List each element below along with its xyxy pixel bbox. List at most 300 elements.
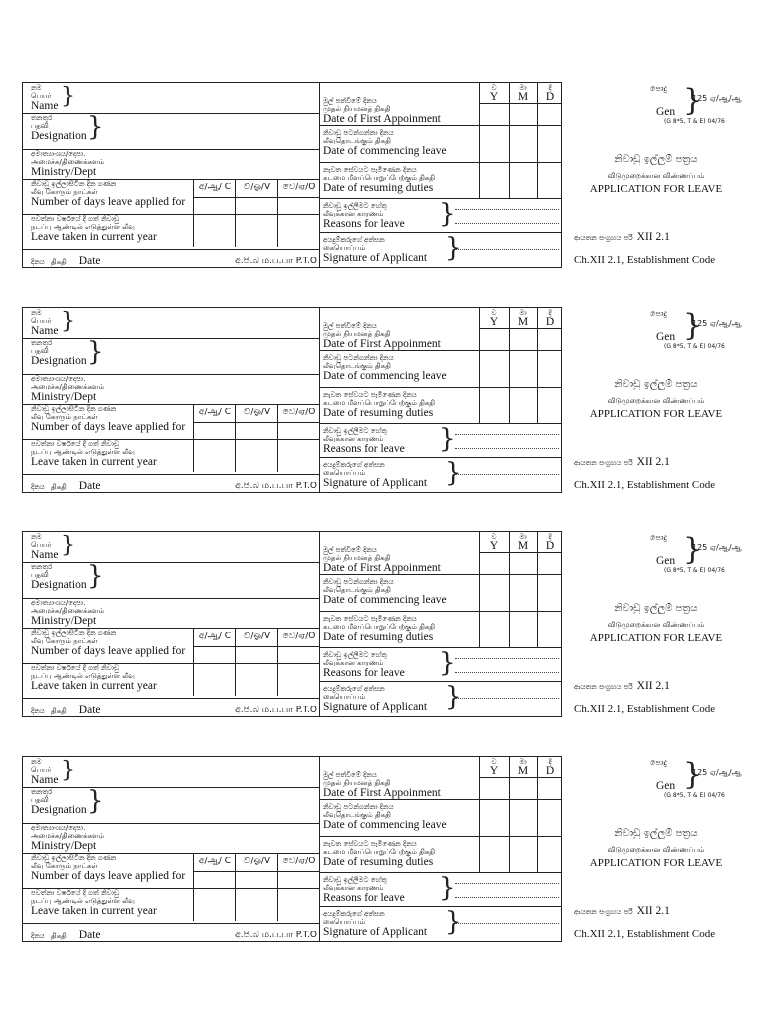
field-label-commencing-leave <box>323 129 477 162</box>
field-label-signature <box>323 461 441 494</box>
sinhala-label: නම <box>31 84 42 92</box>
english-label: Number of days leave applied for <box>31 870 186 882</box>
english-label: Date of resuming duties <box>323 407 434 419</box>
ministry-input[interactable] <box>153 376 317 402</box>
sinhala-label: තනතුර <box>31 339 53 347</box>
brace-icon: } <box>683 83 703 118</box>
date-part-sinhala: ව <box>491 533 497 541</box>
reference-number: XII 2.1 <box>636 905 670 917</box>
leave-taken-input[interactable] <box>236 215 276 248</box>
form-side-info <box>570 82 742 270</box>
commencing-leave-year-input[interactable] <box>480 574 508 610</box>
english-label: Date of First Appoinment <box>323 787 441 799</box>
tamil-label: முதல் நியமனத் திகதி <box>323 554 391 562</box>
brace-icon: } <box>61 84 75 109</box>
designation-input[interactable] <box>153 340 317 372</box>
form-title: APPLICATION FOR LEAVE <box>589 408 723 420</box>
date-part-english: M <box>517 765 529 777</box>
tamil-label: அமைச்சு/திணைக்களம் <box>31 832 105 840</box>
sinhala-label: මුල් පත්වීමේ දිනය <box>323 97 377 105</box>
brace-icon: } <box>445 233 462 263</box>
tamil-label: லீவுதொடங்கும் திகதி <box>323 137 391 145</box>
commencing-leave-day-input[interactable] <box>538 799 562 835</box>
first-appointment-month-input[interactable] <box>510 329 536 349</box>
english-label: Name <box>31 549 59 561</box>
sinhala-label: අමාත්‍යාංශය/දෙපා. <box>31 599 86 607</box>
first-appointment-year-input[interactable] <box>480 553 508 573</box>
date-part-sinhala: දි <box>548 758 552 766</box>
brace-icon: } <box>439 199 456 229</box>
tamil-label: கையொப்பம் <box>323 918 366 926</box>
sinhala-label: නම <box>31 533 42 541</box>
date-part-sinhala: දි <box>548 533 552 541</box>
tamil-label: லீவு கோரும் நாட்கள் <box>31 413 98 421</box>
sinhala-label: මුල් පත්වීමේ දිනය <box>323 771 377 779</box>
date-label-tamil: திகதி <box>50 483 67 491</box>
signature-input[interactable] <box>455 698 559 699</box>
field-label-resuming-duties <box>323 166 477 198</box>
general-label-sinhala: පොදු <box>650 534 668 542</box>
grid-line <box>23 474 319 475</box>
date-input[interactable] <box>143 476 215 492</box>
english-label: Ministry/Dept <box>31 391 97 403</box>
form-title: APPLICATION FOR LEAVE <box>589 632 723 644</box>
leave-taken-input[interactable] <box>278 664 318 697</box>
tamil-label: பதவி <box>31 796 49 804</box>
leave-type-header: අ/ஆ/ C <box>198 183 232 191</box>
english-label: Date of First Appoinment <box>323 562 441 574</box>
designation-input[interactable] <box>153 789 317 821</box>
brace-icon: } <box>445 682 462 712</box>
leave-taken-input[interactable] <box>194 440 234 473</box>
resuming-duties-month-input[interactable] <box>510 162 536 197</box>
commencing-leave-year-input[interactable] <box>480 350 508 386</box>
resuming-duties-day-input[interactable] <box>538 611 562 646</box>
reference-number: XII 2.1 <box>636 680 670 692</box>
field-label-commencing-leave <box>323 354 477 387</box>
sinhala-label: අයදුම්කරුගේ අත්සන <box>323 461 385 469</box>
brace-icon: } <box>87 337 104 367</box>
resuming-duties-month-input[interactable] <box>510 611 536 646</box>
date-part-sinhala: දි <box>548 309 552 317</box>
designation-input[interactable] <box>153 115 317 147</box>
commencing-leave-month-input[interactable] <box>510 799 536 835</box>
tamil-label: லீவு கோரும் நாட்கள் <box>31 637 98 645</box>
english-label: Designation <box>31 579 87 591</box>
leave-type-header: වි/ஓ/V <box>243 632 271 640</box>
field-label-leave-taken <box>31 664 191 698</box>
field-label-leave-taken <box>31 215 191 249</box>
date-label-sinhala: දිනය <box>31 932 45 940</box>
tamil-label: லீவுக்கான காரணம் <box>323 435 384 443</box>
first-appointment-day-input[interactable] <box>538 778 562 798</box>
reference-number: XII 2.1 <box>636 456 670 468</box>
reference-sinhala: ආයතන සංග්‍රහය පරි <box>574 459 633 467</box>
sinhala-label: අමාත්‍යාංශය/දෙපා. <box>31 150 86 158</box>
first-appointment-year-input[interactable] <box>480 329 508 349</box>
resuming-duties-month-input[interactable] <box>510 836 536 871</box>
form-title-tamil: விடுமுறைக்கான விண்ணப்பம் <box>607 397 705 405</box>
tamil-label: கடமை மீளப்பொறுப்பேற்கும் திகதி <box>323 174 436 182</box>
brace-icon: } <box>61 758 75 783</box>
english-label: Reasons for leave <box>323 667 405 679</box>
leave-type-header: වෙ/ஏ/O <box>282 632 316 640</box>
commencing-leave-year-input[interactable] <box>480 125 508 161</box>
grid-divider <box>319 532 320 716</box>
leave-days-input[interactable] <box>278 198 318 213</box>
field-label-leave-taken <box>31 440 191 474</box>
first-appointment-day-input[interactable] <box>538 553 562 573</box>
print-code: (G 8*5, T & E) 04/76 <box>664 792 725 799</box>
first-appointment-month-input[interactable] <box>510 778 536 798</box>
date-part-header <box>509 758 537 777</box>
leave-taken-input[interactable] <box>278 889 318 922</box>
english-label: Signature of Applicant <box>323 477 428 489</box>
form-side-info <box>570 531 742 719</box>
english-label: Number of days leave applied for <box>31 196 186 208</box>
tamil-label: நடப்பு ஆண்டில் எடுத்துள்ள லீவு <box>31 897 135 905</box>
grid-line <box>23 698 319 699</box>
commencing-leave-month-input[interactable] <box>510 574 536 610</box>
date-label-tamil: திகதி <box>50 258 67 266</box>
date-part-sinhala: දි <box>548 84 552 92</box>
field-label-resuming-duties <box>323 840 477 872</box>
resuming-duties-year-input[interactable] <box>480 387 508 422</box>
reference-sinhala: ආයතන සංග්‍රහය පරි <box>574 683 633 691</box>
date-label: Date <box>78 929 101 941</box>
sinhala-label: නිවාඩු ඉල්ලීමට හේතු <box>323 876 387 884</box>
first-appointment-day-input[interactable] <box>538 329 562 349</box>
establishment-code: Ch.XII 2.1, Establishment Code <box>574 254 716 266</box>
english-label: Date of First Appoinment <box>323 338 441 350</box>
tamil-label: லீவுக்கான காரணம் <box>323 659 384 667</box>
tamil-label: முதல் நியமனத் திகதி <box>323 105 391 113</box>
print-code: (G 8*5, T & E) 04/76 <box>664 567 725 574</box>
english-label: Designation <box>31 130 87 142</box>
reasons-input[interactable] <box>455 672 559 673</box>
date-part-header <box>537 758 563 777</box>
leave-days-input[interactable] <box>278 872 318 887</box>
tamil-label: பதவி <box>31 122 49 130</box>
form-code: 125 ஏ/ஆ/ஆ <box>692 319 742 328</box>
field-label-days-applied <box>31 405 191 439</box>
leave-form-grid <box>22 756 562 942</box>
establishment-code: Ch.XII 2.1, Establishment Code <box>574 479 716 491</box>
sinhala-label: තනතුර <box>31 114 53 122</box>
leave-days-input[interactable] <box>278 647 318 662</box>
sinhala-label: පවත්නා වර්ෂයේ දී ගත් නිවාඩු <box>31 440 120 448</box>
leave-form-slip <box>22 531 742 719</box>
field-label-resuming-duties <box>323 391 477 423</box>
leave-taken-input[interactable] <box>236 889 276 922</box>
leave-taken-input[interactable] <box>194 664 234 697</box>
leave-days-input[interactable] <box>236 647 276 662</box>
brace-icon: } <box>683 532 703 567</box>
sinhala-label: නැවත සේවයට පැමිණෙන දිනය <box>323 840 417 848</box>
english-label: Name <box>31 325 59 337</box>
form-title-tamil: விடுமுறைக்கான விண்ணப்பம் <box>607 172 705 180</box>
general-label: Gen <box>656 106 676 118</box>
date-part-english: Y <box>489 540 499 552</box>
reasons-input[interactable] <box>455 448 559 449</box>
date-input[interactable] <box>143 251 215 267</box>
brace-icon: } <box>87 561 104 591</box>
english-label: Ministry/Dept <box>31 615 97 627</box>
tamil-label: பதவி <box>31 571 49 579</box>
general-label: Gen <box>656 331 676 343</box>
reasons-input[interactable] <box>455 658 559 659</box>
reasons-input[interactable] <box>455 897 559 898</box>
first-appointment-day-input[interactable] <box>538 104 562 124</box>
english-label: Date of commencing leave <box>323 594 447 606</box>
form-title-sinhala: නිවාඩු ඉල්ලුම් පත්‍රය <box>614 828 698 839</box>
sinhala-label: නිවාඩු පටන්ගන්නා දිනය <box>323 354 394 362</box>
signature-input[interactable] <box>455 249 559 250</box>
sinhala-label: අමාත්‍යාංශය/දෙපා. <box>31 375 86 383</box>
tamil-label: பெயர் <box>31 766 52 774</box>
general-label-sinhala: පොදු <box>650 310 668 318</box>
leave-type-header: වි/ஓ/V <box>243 408 271 416</box>
english-label: Reasons for leave <box>323 218 405 230</box>
resuming-duties-day-input[interactable] <box>538 387 562 422</box>
date-part-header <box>509 533 537 552</box>
tamil-label: கையொப்பம் <box>323 469 366 477</box>
english-label: Leave taken in current year <box>31 456 157 468</box>
date-part-header <box>479 84 509 103</box>
signature-input[interactable] <box>455 474 559 475</box>
brace-icon: } <box>87 786 104 816</box>
date-part-sinhala: ව <box>491 309 497 317</box>
sinhala-label: පවත්නා වර්ෂයේ දී ගත් නිවාඩු <box>31 664 120 672</box>
sinhala-label: තනතුර <box>31 563 53 571</box>
grid-divider <box>319 308 320 492</box>
first-appointment-month-input[interactable] <box>510 104 536 124</box>
sinhala-label: අයදුම්කරුගේ අත්සන <box>323 685 385 693</box>
date-part-header <box>537 84 563 103</box>
field-label-days-applied <box>31 854 191 888</box>
first-appointment-month-input[interactable] <box>510 553 536 573</box>
reference-number: XII 2.1 <box>636 231 670 243</box>
tamil-label: முதல் நியமனத் திகதி <box>323 779 391 787</box>
sinhala-label: තනතුර <box>31 788 53 796</box>
leave-taken-input[interactable] <box>194 215 234 248</box>
tamil-label: லீவுக்கான காரணம் <box>323 884 384 892</box>
first-appointment-year-input[interactable] <box>480 104 508 124</box>
reference-sinhala: ආයතන සංග්‍රහය පරි <box>574 908 633 916</box>
sinhala-label: නිවාඩු පටන්ගන්නා දිනය <box>323 129 394 137</box>
leave-taken-input[interactable] <box>278 215 318 248</box>
resuming-duties-day-input[interactable] <box>538 162 562 197</box>
leave-form-grid <box>22 307 562 493</box>
sinhala-label: නිවාඩු ඉල්ලාසිටින දින ගණන <box>31 405 117 413</box>
resuming-duties-month-input[interactable] <box>510 387 536 422</box>
english-label: Date of commencing leave <box>323 370 447 382</box>
date-part-sinhala: මා <box>519 309 527 317</box>
name-input[interactable] <box>153 534 317 560</box>
leave-days-input[interactable] <box>236 872 276 887</box>
establishment-ref <box>574 676 742 694</box>
sinhala-label: නිවාඩු ඉල්ලාසිටින දින ගණන <box>31 854 117 862</box>
commencing-leave-day-input[interactable] <box>538 574 562 610</box>
tamil-label: லீவு கோரும் நாட்கள் <box>31 188 98 196</box>
date-part-header <box>537 533 563 552</box>
english-label: Signature of Applicant <box>323 926 428 938</box>
english-label: Designation <box>31 804 87 816</box>
date-input[interactable] <box>143 925 215 941</box>
first-appointment-year-input[interactable] <box>480 778 508 798</box>
english-label: Leave taken in current year <box>31 905 157 917</box>
resuming-duties-day-input[interactable] <box>538 836 562 871</box>
name-input[interactable] <box>153 85 317 111</box>
brace-icon: } <box>445 907 462 937</box>
date-part-header <box>479 309 509 328</box>
commencing-leave-month-input[interactable] <box>510 125 536 161</box>
resuming-duties-year-input[interactable] <box>480 162 508 197</box>
english-label: Number of days leave applied for <box>31 421 186 433</box>
leave-taken-input[interactable] <box>236 664 276 697</box>
leave-form-slip <box>22 307 742 495</box>
date-label-sinhala: දිනය <box>31 258 45 266</box>
tamil-label: அமைச்சு/திணைக்களம் <box>31 383 105 391</box>
date-part-sinhala: ව <box>491 758 497 766</box>
english-label: Date of commencing leave <box>323 819 447 831</box>
tamil-label: பெயர் <box>31 92 52 100</box>
tamil-label: பதவி <box>31 347 49 355</box>
reasons-input[interactable] <box>455 883 559 884</box>
form-code: 125 ஏ/ஆ/ஆ <box>692 543 742 552</box>
ministry-input[interactable] <box>153 600 317 626</box>
leave-taken-input[interactable] <box>278 440 318 473</box>
commencing-leave-month-input[interactable] <box>510 350 536 386</box>
field-label-reasons <box>323 876 439 906</box>
reasons-input[interactable] <box>455 209 559 210</box>
commencing-leave-year-input[interactable] <box>480 799 508 835</box>
leave-taken-input[interactable] <box>194 889 234 922</box>
tamil-label: நடப்பு ஆண்டில் எடுத்துள்ள லீவு <box>31 672 135 680</box>
sinhala-label: නිවාඩු ඉල්ලාසිටින දින ගණන <box>31 180 117 188</box>
pto-note: අ.පි.බ ம.ப.பா P.T.O <box>235 257 317 265</box>
brace-icon: } <box>683 308 703 343</box>
signature-input[interactable] <box>455 923 559 924</box>
date-part-english: D <box>545 91 555 103</box>
date-label: Date <box>78 704 101 716</box>
date-input[interactable] <box>143 700 215 716</box>
english-label: Reasons for leave <box>323 892 405 904</box>
leave-days-input[interactable] <box>236 423 276 438</box>
leave-taken-input[interactable] <box>236 440 276 473</box>
grid-line <box>23 923 319 924</box>
tamil-label: லீவுதொடங்கும் திகதி <box>323 362 391 370</box>
english-label: Reasons for leave <box>323 443 405 455</box>
brace-icon: } <box>439 648 456 678</box>
form-title-sinhala: නිවාඩු ඉල්ලුම් පත්‍රය <box>614 154 698 165</box>
reasons-input[interactable] <box>455 223 559 224</box>
leave-days-input[interactable] <box>194 647 234 662</box>
print-code: (G 8*5, T & E) 04/76 <box>664 118 725 125</box>
date-label-tamil: திகதி <box>50 932 67 940</box>
sinhala-label: නැවත සේවයට පැමිණෙන දිනය <box>323 166 417 174</box>
name-input[interactable] <box>153 310 317 336</box>
date-part-header <box>509 84 537 103</box>
date-part-sinhala: මා <box>519 533 527 541</box>
establishment-ref <box>574 901 742 919</box>
sinhala-label: පවත්නා වර්ෂයේ දී ගත් නිවාඩු <box>31 889 120 897</box>
english-label: Designation <box>31 355 87 367</box>
tamil-label: அமைச்சு/திணைக்களம் <box>31 158 105 166</box>
tamil-label: கடமை மீளப்பொறுப்பேற்கும் திகதி <box>323 848 436 856</box>
english-label: Date of First Appoinment <box>323 113 441 125</box>
brace-icon: } <box>61 309 75 334</box>
tamil-label: முதல் நியமனத் திகதி <box>323 330 391 338</box>
leave-days-input[interactable] <box>194 198 234 213</box>
reference-sinhala: ආයතන සංග්‍රහය පරි <box>574 234 633 242</box>
general-label-sinhala: පොදු <box>650 85 668 93</box>
grid-line <box>23 249 319 250</box>
designation-input[interactable] <box>153 564 317 596</box>
field-label-signature <box>323 685 441 718</box>
tamil-label: கடமை மீளப்பொறுப்பேற்கும் திகதி <box>323 399 436 407</box>
tamil-label: லீவுதொடங்கும் திகதி <box>323 586 391 594</box>
sinhala-label: අයදුම්කරුගේ අත්සන <box>323 910 385 918</box>
leave-days-input[interactable] <box>236 198 276 213</box>
english-label: Ministry/Dept <box>31 166 97 178</box>
field-label-signature <box>323 910 441 943</box>
sinhala-label: නැවත සේවයට පැමිණෙන දිනය <box>323 391 417 399</box>
leave-days-input[interactable] <box>278 423 318 438</box>
commencing-leave-day-input[interactable] <box>538 125 562 161</box>
print-code: (G 8*5, T & E) 04/76 <box>664 343 725 350</box>
brace-icon: } <box>683 757 703 792</box>
commencing-leave-day-input[interactable] <box>538 350 562 386</box>
english-label: Number of days leave applied for <box>31 645 186 657</box>
form-title-sinhala: නිවාඩු ඉල්ලුම් පත්‍රය <box>614 379 698 390</box>
field-label-commencing-leave <box>323 578 477 611</box>
sinhala-label: නැවත සේවයට පැමිණෙන දිනය <box>323 615 417 623</box>
field-label-reasons <box>323 202 439 232</box>
general-label: Gen <box>656 555 676 567</box>
english-label: Date of resuming duties <box>323 856 434 868</box>
pto-note: අ.පි.බ ம.ப.பா P.T.O <box>235 706 317 714</box>
leave-type-header: වෙ/ஏ/O <box>282 183 316 191</box>
ministry-input[interactable] <box>153 151 317 177</box>
leave-days-input[interactable] <box>194 872 234 887</box>
resuming-duties-year-input[interactable] <box>480 836 508 871</box>
grid-line <box>319 906 561 907</box>
leave-days-input[interactable] <box>194 423 234 438</box>
ministry-input[interactable] <box>153 825 317 851</box>
leave-type-header: අ/ஆ/ C <box>198 408 232 416</box>
sinhala-label: අමාත්‍යාංශය/දෙපා. <box>31 824 86 832</box>
reasons-input[interactable] <box>455 434 559 435</box>
date-label: Date <box>78 255 101 267</box>
form-code: 125 ஏ/ஆ/ஆ <box>692 768 742 777</box>
establishment-ref <box>574 452 742 470</box>
tamil-label: பெயர் <box>31 317 52 325</box>
resuming-duties-year-input[interactable] <box>480 611 508 646</box>
sinhala-label: නිවාඩු පටන්ගන්නා දිනය <box>323 578 394 586</box>
field-label-days-applied <box>31 180 191 214</box>
general-label: Gen <box>656 780 676 792</box>
field-label-reasons <box>323 651 439 681</box>
brace-icon: } <box>439 873 456 903</box>
english-label: Leave taken in current year <box>31 680 157 692</box>
field-label-commencing-leave <box>323 803 477 836</box>
tamil-label: கையொப்பம் <box>323 693 366 701</box>
brace-icon: } <box>87 112 104 142</box>
form-side-info <box>570 756 742 944</box>
name-input[interactable] <box>153 759 317 785</box>
english-label: Date of resuming duties <box>323 182 434 194</box>
